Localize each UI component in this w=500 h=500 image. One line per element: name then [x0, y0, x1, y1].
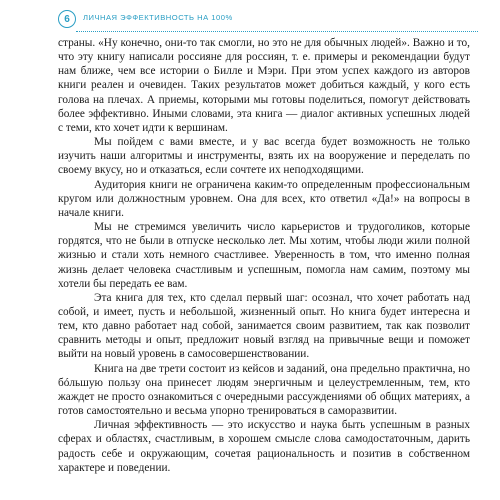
paragraph: Аудитория книги не ограничена каким-то определенным профессиональным кругом или должностным уровнем. Она для всех, кто ответил «Да!» на вопросы в начале книги. — [58, 178, 470, 219]
header-dotted-rule — [76, 31, 478, 32]
paragraph: Мы пойдем с вами вместе, и у вас всегда будет возможность не только изучить наши алгоритмы и инструменты, взять их на вооружение и переделать по своему вкусу, но и отказаться, если сочтете их неподходящими. — [58, 136, 470, 177]
paragraph: Мы не стремимся увеличить число карьеристов и трудоголиков, которые гордятся, что не были в отпуске несколько лет. Мы хотим, чтобы люди жили полной жизнью и стали хоть немного счастливее. Уверенность в том, что именно полная жизнь делает человека счастливым и успешным, помогла нам самим, поэтому мы хотели бы передать ее вам. — [58, 221, 470, 290]
running-title: ЛИЧНАЯ ЭФФЕКТИВНОСТЬ НА 100% — [83, 13, 233, 22]
paragraph: Эта книга для тех, кто сделал первый шаг: осознал, что хочет работать над собой, и имеет, пусть и небольшой, жизненный опыт. Но книга будет интересна и тем, кто давно работает над собой, занимается своим развитием, так как позволит сравнить методы и опыт, предложит новый взгляд на привычные вещи и поможет выйти на новый уровень в самосовершенствовании. — [58, 291, 470, 361]
paragraph: страны. «Ну конечно, они-то так смогли, но это не для обычных людей». Важно и то, что эту книгу написали россияне для россиян, т. е. примеры и рекомендации будут нам ближе, чем все истории о Билле и Мэри. При этом успех каждого из авторов книги реален и очевиден. Таких результатов может добиться каждый, у кого есть голова на плечах. А приемы, которыми мы готовы поделиться, помогут действовать более эффективно. Иными словами, эта книга — диалог активных успешных людей с теми, кто хочет идти к вершинам. — [58, 37, 470, 134]
paragraph: Книга на две трети состоит из кейсов и заданий, она предельно практична, но бóльшую пользу она принесет людям энергичным и целеустремленным, тем, кто жаждет не просто ознакомиться с очередными рассуждениями об общих материях, а готов самостоятельно и весьма упорно тренироваться в саморазвитии. — [58, 362, 470, 418]
body-text — [58, 36, 470, 475]
paragraph: Личная эффективность — это искусство и наука быть успешным в разных сферах и областях, счастливым, в хорошем смысле слова самодостаточным, дарить радость себе и окружающим, сочетая рациональность и позитив в собственном характере и поведении. — [58, 419, 470, 474]
page-header — [58, 10, 478, 32]
page-number: 6 — [58, 10, 76, 28]
